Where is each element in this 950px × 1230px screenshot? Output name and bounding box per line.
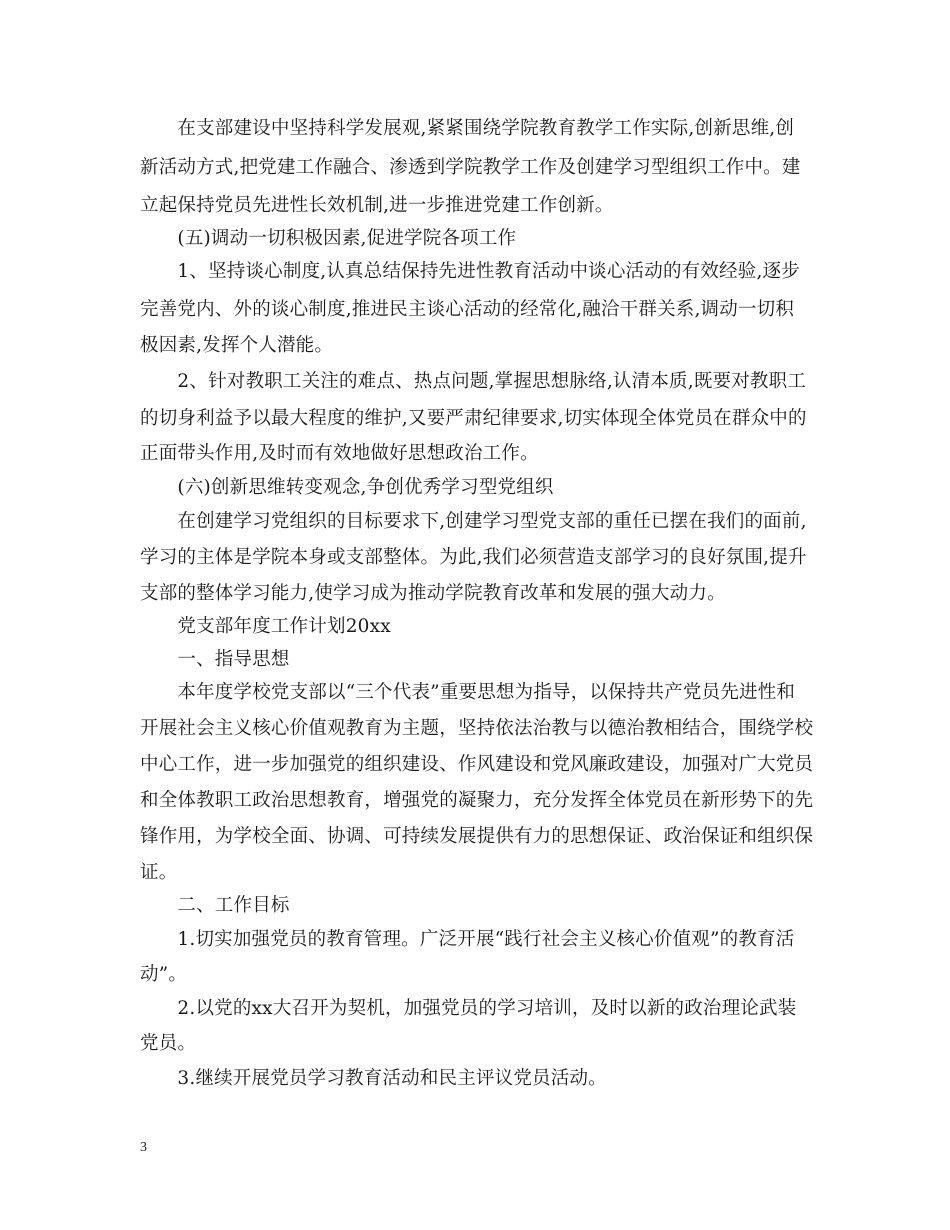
text-line: 2.以党的xx大召开为契机，加强党员的学习培训，及时以新的政治理论武装 xyxy=(140,998,797,1019)
text-line: 3.继续开展党员学习教育活动和民主评议党员活动。 xyxy=(140,1068,607,1089)
text-line: 立起保持党员先进性长效机制,进一步推进党建工作创新。 xyxy=(140,195,614,216)
text-line: 在支部建设中坚持科学发展观,紧紧围绕学院教育教学工作实际,创新思维,创 xyxy=(140,118,795,139)
section-heading: 一、指导思想 xyxy=(140,649,290,670)
text-line: 的切身利益予以最大程度的维护,又要严肃纪律要求,切实体现全体党员在群众中的 xyxy=(140,408,807,429)
section-heading: (六)创新思维转变观念,争创优秀学习型党组织 xyxy=(140,477,554,498)
text-line: 完善党内、外的谈心制度,推进民主谈心活动的经常化,融洽干群关系,调动一切积 xyxy=(140,299,795,320)
text-line: 本年度学校党支部以“三个代表”重要思想为指导，以保持共产党员先进性和 xyxy=(140,682,796,703)
text-line: 在创建学习党组织的目标要求下,创建学习型党支部的重任已摆在我们的面前, xyxy=(140,511,807,532)
text-line: 和全体教职工政治思想教育，增强党的凝聚力，充分发挥全体党员在新形势下的先 xyxy=(140,790,814,811)
text-line: 正面带头作用,及时而有效地做好思想政治工作。 xyxy=(140,443,539,464)
text-line: 证。 xyxy=(140,862,178,883)
document-subtitle: 党支部年度工作计划20xx xyxy=(140,616,391,637)
text-line: 开展社会主义核心价值观教育为主题，坚持依法治教与以德治教相结合，围绕学校 xyxy=(140,718,814,739)
text-line: 动”。 xyxy=(140,964,188,985)
text-line: 1、坚持谈心制度,认真总结保持先进性教育活动中谈心活动的有效经验,逐步 xyxy=(140,261,800,282)
text-line: 锋作用，为学校全面、协调、可持续发展提供有力的思想保证、政治保证和组织保 xyxy=(140,826,814,847)
text-line: 支部的整体学习能力,使学习成为推动学院教育改革和发展的强大动力。 xyxy=(140,583,726,604)
section-heading: 二、工作目标 xyxy=(140,895,290,916)
section-heading: (五)调动一切积极因素,促进学院各项工作 xyxy=(140,228,517,249)
text-line: 学习的主体是学院本身或支部整体。为此,我们必须营造支部学习的良好氛围,提升 xyxy=(140,547,807,568)
page-number: 3 xyxy=(140,1140,147,1155)
text-line: 新活动方式,把党建工作融合、渗透到学院教学工作及创建学习型组织工作中。建 xyxy=(140,157,801,178)
text-line: 中心工作，进一步加强党的组织建设、作风建设和党风廉政建设，加强对广大党员 xyxy=(140,754,814,775)
text-line: 党员。 xyxy=(140,1033,197,1054)
text-line: 2、针对教职工关注的难点、热点问题,掌握思想脉络,认清本质,既要对教职工 xyxy=(140,371,807,392)
text-line: 1.切实加强党员的教育管理。广泛开展“践行社会主义核心价值观”的教育活 xyxy=(140,929,795,950)
text-line: 极因素,发挥个人潜能。 xyxy=(140,335,334,356)
